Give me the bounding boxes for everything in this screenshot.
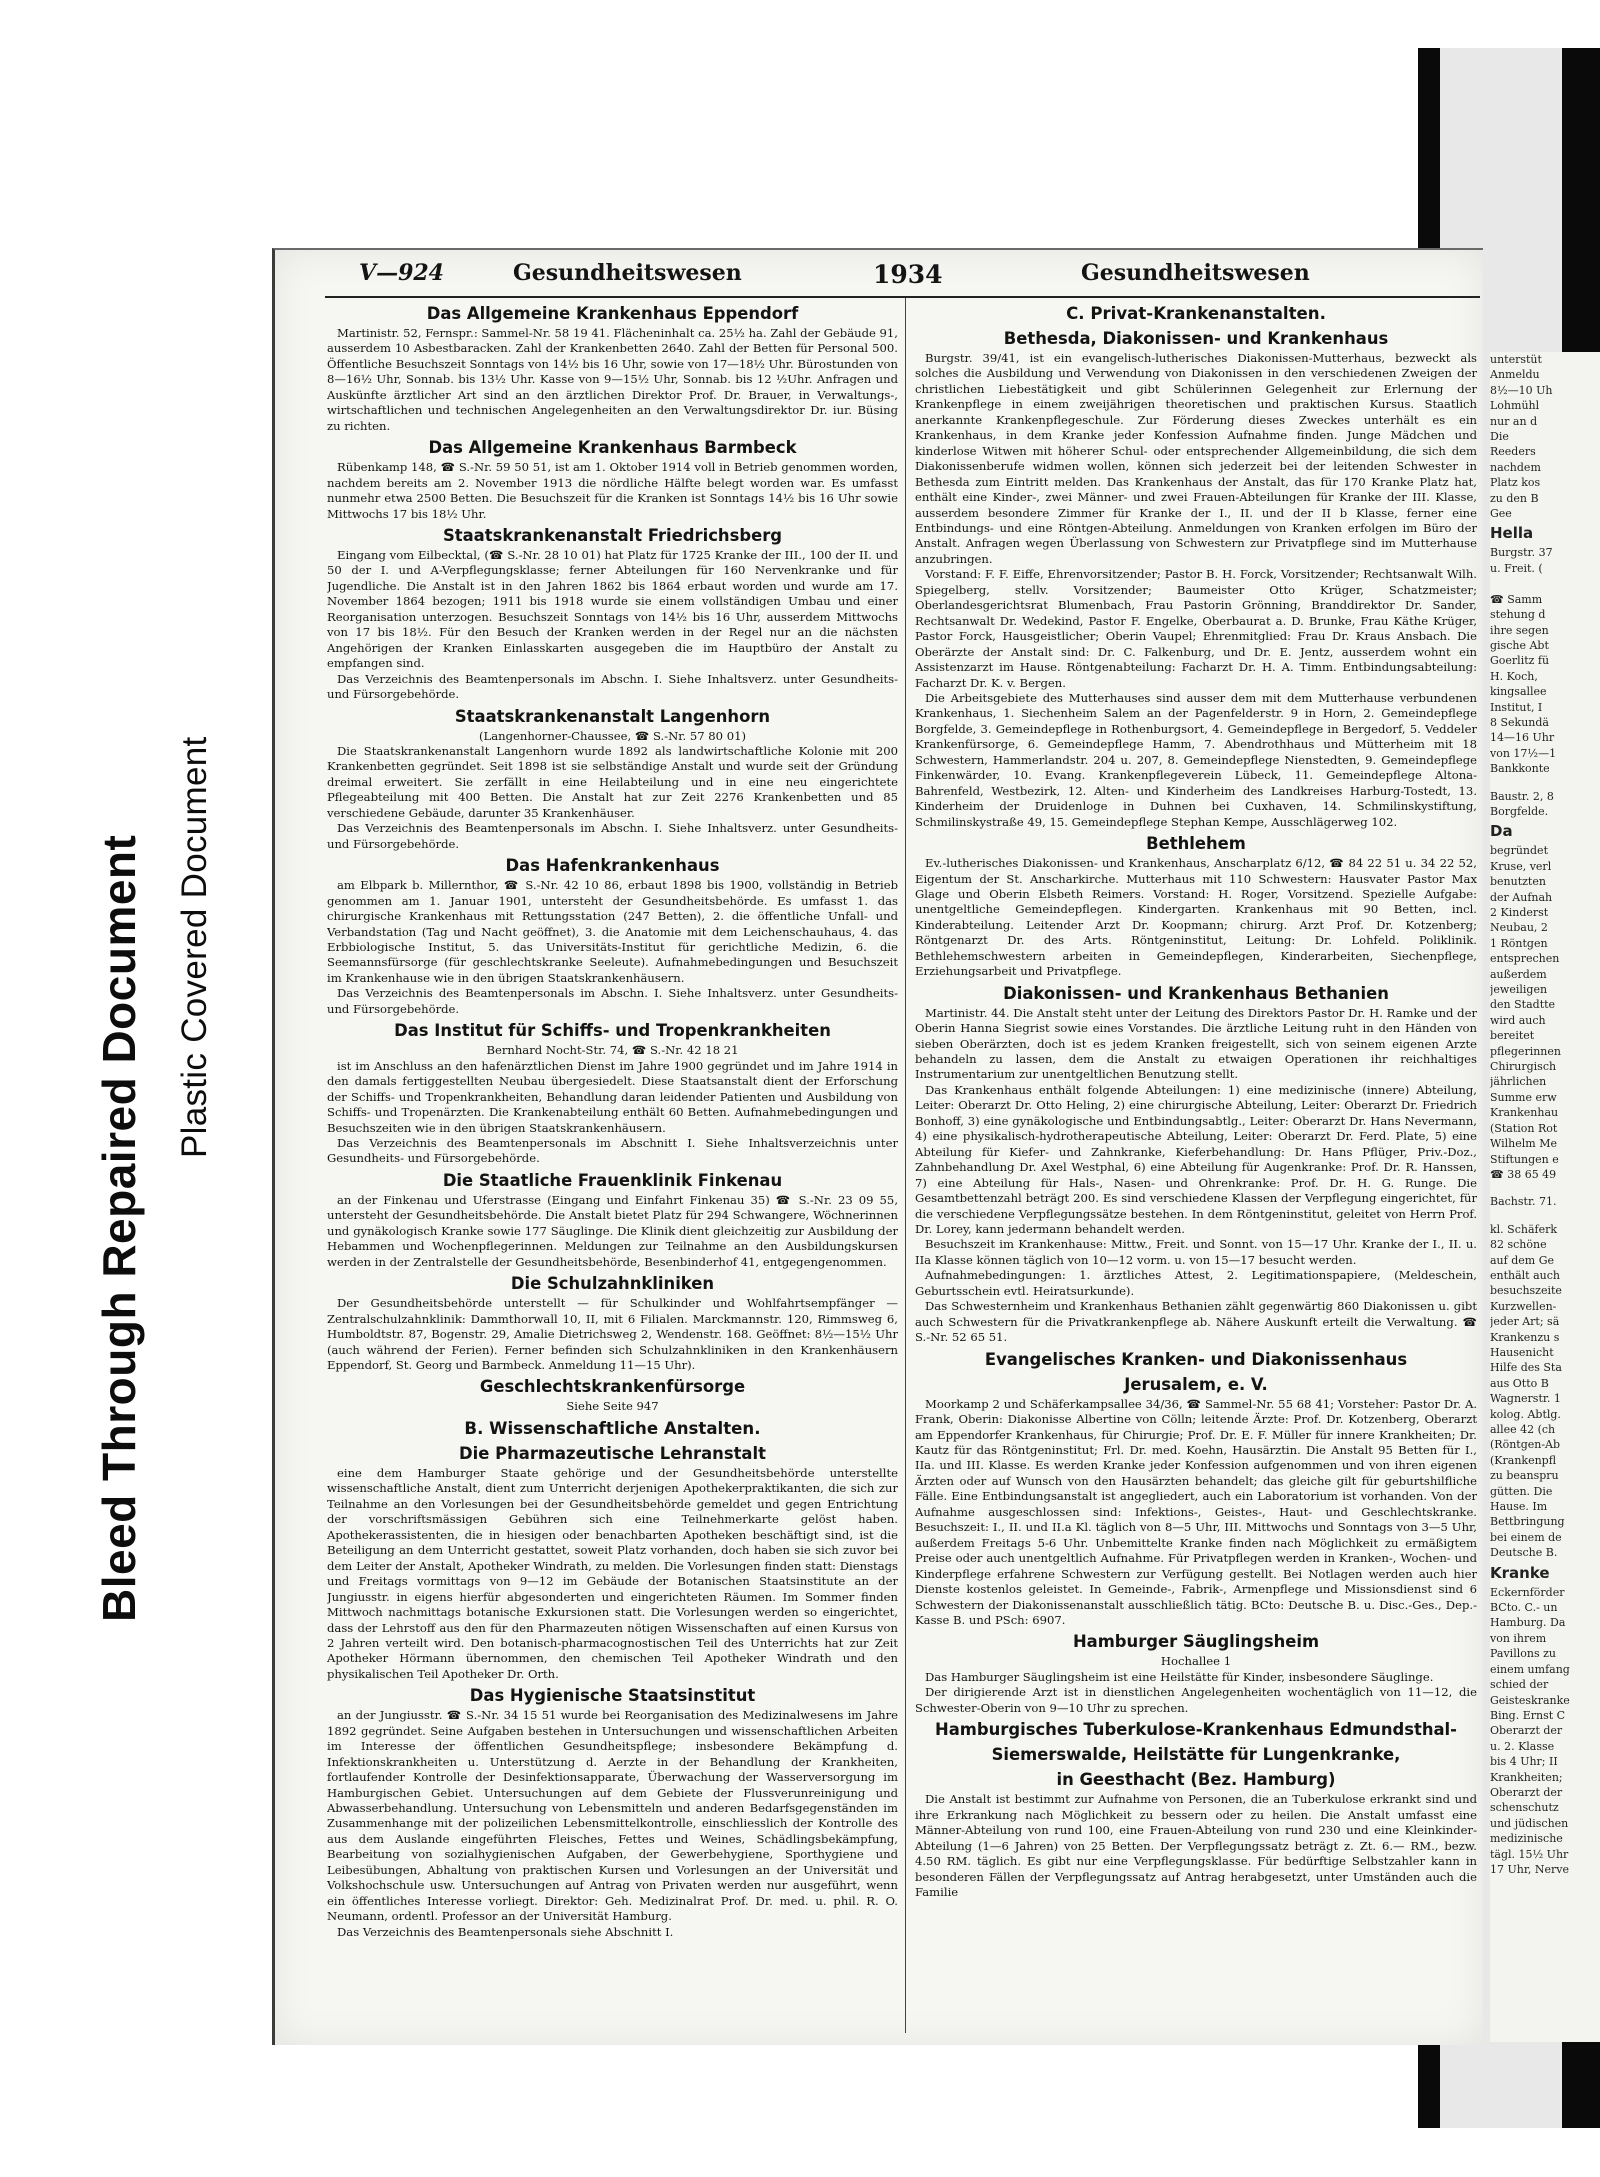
section-text: Moorkamp 2 und Schäferkampsallee 34/36, ☎ Sammel-Nr. 55 68 41; Vorsteher: Pastor Dr. A. Frank, Oberin: Diakonisse Albertine von Cölln; leitende Ärzte: Prof. Dr. Kotzenberg, Oberarzt am Eppendorfer Krankenhaus, für Chirurgie; Prof. Dr. E. F. Müller für innere Krankheiten; Dr. Kautz für das Röntgeninstitut; Frl. Dr. med. Koehn, Hausärztin. Die Anstalt 95 Betten für I., IIa. und III. Klasse. Es werden Kranke jeder Konfession aufgenommen und von ihren eigenen Ärzten oder auf Wunsch von den Hausärzten behandelt; das gleiche gilt für geburtshilfliche Fälle. Eine Entbindungsanstalt ist angegliedert, auch ein Laboratorium ist vorhanden. Von der Aufnahme ausgeschlossen sind: Infektions-, Geistes-, Haut- und Geschlechtskranke. Besuchszeit: I., II. und II.a Kl. täglich von 8—5 Uhr, III. Mittwochs und Sonntags von 3—5 Uhr, außerdem Freitags 5-6 Uhr. Unbemittelte Kranke finden nach Möglichkeit zu ermäßigtem Preise oder auch unentgeltlich Aufnahme. Für Privatpflegen werden in Kranken-, Wochen- und Kinderpflege erfahrene Schwestern zur Verfügung gestellt. Bei Notlagen werden auch hier Dienste kostenlos geleistet. In Gemeinde-, Fabrik-, Armenpflege und Missionsdienst sind 6 Schwestern der Diakonissenanstalt ausschließlich tätig. BCto: Deutsche B. u. Disc.-Ges., Dep.-Kasse B. und PSch: 6907. — [915, 1396, 1477, 1627]
running-title-right: Gesundheitswesen — [1081, 260, 1310, 286]
section-work-areas: Die Arbeitsgebiete des Mutterhauses sind ausser dem mit dem Mutterhause verbundenen Krankenhaus, 1. Siechenheim Salem an der Pagenfelderstr. 9 in Horn, 2. Gemeindepflege Borgfelde, 3. Gemeindepflege in Rothenburgsort, 4. Gemeindepflege in Bergedorf, 5. Veddeler Krankenfürsorge, 6. Gemeindepflege Hamm, 7. Abendrothhaus und Mütterheim mit 18 Schwestern, Hammerlandstr. 204 u. 207, 8. Gemeindepflege Nienstedten, 9. Gemeindepflege Finkenwärder, 10. Evang. Krankenpflegeverein Lübeck, 11. Gemeindepflege Altona-Bahrenfeld, Westbezirk, 12. Alten- und Kinderheim des Landkreises Harburg-Tostedt, 13. Kinderheim der Druidenloge in Duhnen bei Cuxhaven, 14. Schmilinskystiftung, Schmilinskystraße 49, 15. Gemeindepflege Stephan Kempe, Ausschlägerweg 102. — [915, 690, 1477, 829]
strip-line: kingsallee — [1490, 685, 1547, 699]
strip-line: Die — [1490, 430, 1509, 444]
strip-line: Krankenhau — [1490, 1106, 1559, 1120]
section-subtitle: Siehe Seite 947 — [566, 1399, 659, 1414]
section-title: Das Allgemeine Krankenhaus Barmbeck — [428, 438, 797, 458]
section-title: Staatskrankenanstalt Friedrichsberg — [442, 525, 783, 545]
strip-line: und jüdischen — [1490, 1816, 1569, 1830]
section-eppendorf — [327, 302, 898, 434]
section-langenhorn — [327, 705, 898, 853]
section-note: Das Verzeichnis des Beamtenpersonals im Abschn. I. Siehe Inhaltsverz. unter Gesundheits- und Fürsorgebehörde. — [327, 671, 898, 702]
section-hafenkrankenhaus — [327, 854, 898, 1017]
strip-line: Lohmühl — [1490, 399, 1540, 413]
strip-block — [1490, 1194, 1600, 1209]
strip-line: Pavillons zu — [1490, 1647, 1556, 1661]
strip-line: Kruse, verl — [1490, 859, 1552, 873]
section-title-line3: in Geesthacht (Bez. Hamburg) — [1056, 1770, 1336, 1790]
strip-line: Burgstr. 37 — [1490, 546, 1553, 560]
strip-line: unterstüt — [1490, 353, 1542, 366]
section-subtitle: Hochallee 1 — [1160, 1654, 1232, 1669]
section-hygienisches-staatsinstitut — [327, 1684, 898, 1940]
section-text: an der Jungiusstr. ☎ S.-Nr. 34 15 51 wurde bei Reorganisation des Medizinalwesens im Jahre 1892 gegründet. Seine Aufgaben bestehen in Untersuchungen und wissenschaftlichen Arbeiten im Interesse der öffentlichen Gesundheitspflege; insbesondere Bekämpfung d. Infektionskrankheiten u. Unterstützung d. Aerzte in der Behandlung der Krankheiten, fortlaufender Kontrolle der Desinfektionsapparate, Überwachung der Wasserversorgung im Hamburgischen Gebiet. Untersuchungen auf dem Gebiete der Flussverunreinigung und Abwasserbehandlung. Untersuchung von Lebensmitteln und anderen Bedarfsgegenständen im Zusammenhange mit der polizeilichen Lebensmittelkontrolle, einschliesslich der Kontrolle des aus dem Auslande eingeführten Fleisches, Fettes und Weines, Schädlingsbekämpfung, Bearbeitung von sozialhygienischen Aufgaben, der Gewerbehygiene, Sporthygiene und Leibesübungen, Abhaltung von praktischen Kursen und Vorlesungen an der Universität und Volkshochschule usw. Untersuchungen auf Antrag von Privaten werden nur ausgeführt, wenn ein öffentliches Interesse vorliegt. Direktor: Geh. Medizinalrat Prof. Dr. med. u. phil. R. O. Neumann, ordentl. Professor an der Universität Hamburg. — [327, 1708, 898, 1924]
strip-line: BCto. C.- un — [1490, 1601, 1558, 1615]
strip-line: entsprechen — [1490, 952, 1560, 966]
strip-line: Anmeldu — [1490, 368, 1540, 382]
section-note: Das Verzeichnis des Beamtenpersonals siehe Abschnitt I. — [337, 1924, 674, 1939]
section-text: Burgstr. 39/41, ist ein evangelisch-lutherisches Diakonissen-Mutterhaus, bezweckt als solches die Ausbildung und Verwendung von Diakonissen in den verschiedenen Zweigen der christlichen Liebestätigkeit und gibt Schülerinnen Gelegenheit zur Erlernung der Krankenpflege in einem zweijährigen theoretischen und praktischen Kursus. Staatlich anerkannte Krankenpflegeschule. Zur Förderung dieses Zweckes unterhält es ein Krankenhaus, in dem Kranke jeder Konfession Aufnahme finden. Junge Mädchen und kinderlose Witwen mit höherer Schul- oder entsprechender Allgemeinbildung, die sich dem Diakonissenberufe widmen wollen, können sich jederzeit bei der leitenden Schwester in Bethesda zum Eintritt melden. Das Krankenhaus der Anstalt, das für 170 Kranke Platz hat, enthält eine Kinder-, zwei Männer- und zwei Frauen-Abteilungen für Kranke der III. Klasse, ausserdem besondere Zimmer für Kranke der I., II. und der II b Klasse, ferner eine Entbindungs- und eine Röntgen-Abteilung. Anmeldungen von Kranken erfolgen im Büro der Anstalt. Anfragen wegen Überlassung von Schwestern zur Privatpflege sind im Mutterhause anzubringen. — [915, 351, 1477, 566]
section-text: eine dem Hamburger Staate gehörige und der Gesundheitsbehörde unterstellte wissenschaftliche Anstalt, dient zum Unterricht derjenigen Apothekerpraktikanten, die sich zur Teilnahme an den Vorlesungen bei der Gesundheitsbehörde gemeldet und gegen Entrichtung der vorschriftsmässigen Gebühren sich eine Teilnehmerkarte gelöst haben. Apothekerassistenten, die in hiesigen oder benachbarten Apotheken beschäftigt sind, ist die Beteiligung an dem Unterricht gestattet, soweit Platz vorhanden, doch haben sie sich zuvor bei dem Leiter der Anstalt, Apotheker Windrath, zu melden. Die Vorlesungen finden statt: Dienstags und Freitags vormittags von 9—12 im Gebäude der Botanischen Staatsinstitute an der Jungiusstr. in eigens hierfür abgesonderten und eingerichteten Räumen. Im Sommer finden Mittwoch nachmittags botanische Exkursionen statt. Die Vorlesungen werden so eingerichtet, dass der Lehrstoff aus den für den Pharmazeuten nötigen Wissenschaften auf einen Kursus von 2 Jahren verteilt wird. Den botanisch-pharmacognostischen Teil des Unterrichts hat zur Zeit Apotheker Hörmann übernommen, den chemischen Teil Apotheker Windrath und den physikalischen Teil Apotheker Dr. Orth. — [327, 1465, 898, 1681]
section-geschlechtskrankenfuersorge — [327, 1375, 898, 1415]
strip-line: 14—16 Uhr — [1490, 731, 1555, 745]
strip-line: Geisteskranke — [1490, 1693, 1570, 1707]
section-note: Das Verzeichnis des Beamtenpersonals im Abschnitt I. Siehe Inhaltsverzeichnis unter Gesundheits- und Fürsorgebehörde. — [327, 1136, 898, 1166]
strip-line: nachdem — [1490, 460, 1541, 474]
strip-line: auf dem Ge — [1490, 1253, 1554, 1267]
strip-line: u. Freit. ( — [1490, 561, 1543, 575]
strip-block — [1490, 843, 1600, 1182]
strip-block — [1490, 1585, 1600, 1878]
strip-line: 8 Sekundä — [1490, 715, 1549, 729]
strip-line: pflegerinnen — [1490, 1044, 1561, 1058]
strip-line: (Krankenpfl — [1490, 1453, 1557, 1467]
section-tropeninstitut — [327, 1019, 898, 1167]
strip-line: Baustr. 2, 8 — [1490, 789, 1554, 803]
section-text: an der Finkenau und Uferstrasse (Eingang und Einfahrt Finkenau 35) ☎ S.-Nr. 23 09 55, untersteht der Gesundheitsbehörde. Die Anstalt bietet Platz für 294 Schwangere, Wöchnerinnen und gynäkologisch Kranke sowie 177 Säuglinge. Die Klinik dient gleichzeitig zur Ausbildung der Hebammen und Wochenpflegerinnen. Meldungen zur Teilnahme an den Ausbildungskursen werden in der Zentralstelle der Gesundheitsbehörde, Besenbinderhof 41, entgegengenommen. — [327, 1192, 898, 1269]
section-title: Das Institut für Schiffs- und Tropenkrankheiten — [394, 1021, 831, 1041]
strip-line: Bing. Ernst C — [1490, 1708, 1566, 1722]
strip-line: kolog. Abtlg. — [1490, 1407, 1561, 1421]
section-text: Rübenkamp 148, ☎ S.-Nr. 59 50 51, ist am 1. Oktober 1914 voll in Betrieb genommen worden, nachdem bereits am 2. November 1913 die nördliche Hälfte belegt worden war. Es umfasst nunmehr etwa 2500 Betten. Die Besuchszeit für die Kranken ist Sonntags 14½ bis 16 Uhr sowie Mittwochs 17 bis 18½ Uhr. — [327, 460, 898, 521]
section-text: Martinistr. 52, Fernspr.: Sammel-Nr. 58 19 41. Flächeninhalt ca. 25½ ha. Zahl der Gebäude 91, ausserdem 10 Asbestbaracken. Zahl der Krankenbetten 2640. Zahl der Betten für Personal 500. Öffentliche Besuchszeit Sonntags von 14½ bis 16 Uhr, sowie von 17—18½ Uhr. Bürostunden von 8—16½ Uhr, Sonnab. bis 13½ Uhr. Kasse von 9—15½ Uhr, Sonnab. bis 12 ½Uhr. Anfragen und Auskünfte ärztlicher Art sind an den ärztlichen Direktor Prof. Dr. Brauer, in Verwaltungs-, wirtschaftlichen und technischen Angelegenheiten an den Verwaltungsdirektor Dr. iur. Büsing zu richten. — [327, 326, 898, 433]
strip-line: tägl. 15½ Uhr — [1490, 1847, 1569, 1861]
strip-line: ihre segen — [1490, 623, 1549, 637]
strip-line: Wagnerstr. 1 — [1490, 1392, 1561, 1406]
strip-block — [1490, 1222, 1600, 1561]
strip-block — [1490, 352, 1600, 521]
strip-title: Kranke — [1490, 1563, 1550, 1582]
section-edmundsthal — [915, 1718, 1477, 1900]
strip-line: Kurzwellen- — [1490, 1299, 1557, 1313]
section-departments: Das Krankenhaus enthält folgende Abteilungen: 1) eine medizinische (innere) Abteilung, Leiter: Oberarzt Dr. Otto Heling, 2) eine chirurgische Abteilung, Leiter: Oberarzt Dr. Friedrich Bonhoff, 3) eine gynäkologische und Entbindungsabtlg., Leiter: Oberarzt Dr. Hans Nevermann, 4) eine physikalisch-hydrotherapeutische Abteilung, Leiter: Oberarzt Dr. Ferd. Plate, 5) eine Abteilung für Kiefer- und Zahnkranke, Kieferbehandlung: Dr. Hans Pflüger, Priv.-Doz., Zahnbehandlung Dr. Axel Westphal, 6) eine Abteilung für Augenkranke: Prof. Dr. R. Hanssen, 7) eine Abteilung für Hals-, Nasen- und Ohrenkranke: Prof. Dr. H. G. Runge. Die Gesamtbettenzahl beträgt 200. Es sind verschiedene Klassen der Verpflegung eingerichtet, für die verschiedene Verpflegungssätze bestehen. In dem Röntgeninstitut, geleitet von Herrn Prof. Dr. Lorey, kann jedermann behandelt werden. — [915, 1082, 1477, 1237]
strip-line: zu beanspru — [1490, 1469, 1559, 1483]
strip-line: medizinische — [1490, 1832, 1563, 1846]
strip-line: begründet — [1490, 844, 1548, 858]
strip-block — [1490, 789, 1600, 820]
strip-line: Hause. Im — [1490, 1500, 1548, 1514]
strip-line: Gee — [1490, 507, 1512, 521]
section-title: Die Staatliche Frauenklinik Finkenau — [442, 1170, 783, 1190]
strip-line: 8½—10 Uh — [1490, 383, 1553, 397]
running-title-left: Gesundheitswesen — [513, 260, 742, 286]
strip-line: Eckernförder — [1490, 1585, 1565, 1599]
document-page — [272, 248, 1483, 2045]
page-header — [275, 256, 1483, 294]
strip-line: Chirurgisch — [1490, 1060, 1557, 1074]
column-divider — [905, 298, 906, 2033]
section-bethanien — [915, 982, 1477, 1346]
header-rule — [325, 296, 1480, 298]
section-barmbeck — [327, 436, 898, 522]
section-admission: Aufnahmebedingungen: 1. ärztliches Attest, 2. Legitimationspapiere, (Meldeschein, Geburtsschein evtl. Heiratsurkunde). — [915, 1268, 1477, 1298]
section-board: Vorstand: F. F. Eiffe, Ehrenvorsitzender; Pastor B. H. Forck, Vorsitzender; Rechtsanwalt Wilh. Spiegelberg, stellv. Vorsitzender; Baumeister Otto Krüger, Schatzmeister; Oberlandesgerichtsrat Blumenbach, Frau Pastorin Grönning, Branddirektor Dr. Sander, Rechtsanwalt Dr. Wedekind, Pastor F. Engelke, Oberbaurat a. D. Brunke, Frau Käthe Krüger, Pastor Forck, Hausgeistlicher; Oberin Vaupel; Ehrenmitglied: Frau Dr. Kraus Ansbach. Die Oberärzte der Anstalt sind: Dr. C. Falkenburg, und Dr. E. Jentz, ausserdem wohnt ein Assistenzarzt im Hause. Röntgenabteilung: Facharzt Dr. H. A. Timm. Entbindungsabteilung: Facharzt Dr. K. v. Bergen. — [915, 567, 1477, 690]
section-text: Die Staatskrankenanstalt Langenhorn wurde 1892 als landwirtschaftliche Kolonie mit 200 Krankenbetten gegründet. Seit 1898 ist sie selbständige Anstalt und wurde seit der Gründung dreimal erweitert. Sie zerfällt in eine Heilabteilung und in eine neu eingerichtete Pflegeabteilung mit 400 Betten. Die Anstalt hat zur Zeit 2276 Krankenbetten und 85 verschiedene Gebäude, darunter 35 Krankenhäuser. — [327, 744, 898, 820]
section-text: Der Gesundheitsbehörde unterstellt — für Schulkinder und Wohlfahrtsempfänger — Zentralschulzahnklinik: Dammthorwall 10, II, mit 6 Filialen. Marckmannstr. 120, Rimmsweg 6, Humboldtstr. 87, Bogenstr. 29, Amalie Dietrichsweg 2, Wendenstr. 168. Geöffnet: 8½—15½ Uhr (auch während der Ferien). Ferner befinden sich Schulzahnkliniken in den Krankenhäusern Eppendorf, St. Georg und Barmbeck. Anmeldung 11—15 Uhr). — [327, 1296, 898, 1373]
strip-line: Bettbringung — [1490, 1515, 1565, 1529]
year-label: 1934 — [873, 260, 943, 289]
strip-line: schenschutz — [1490, 1801, 1559, 1815]
strip-line: ☎ 38 65 49 — [1490, 1167, 1557, 1181]
strip-line: gische Abt — [1490, 638, 1549, 652]
strip-line: den Stadtte — [1490, 998, 1556, 1012]
section-bethlehem — [915, 832, 1477, 980]
strip-line: besuchszeite — [1490, 1284, 1562, 1298]
strip-line: (Röntgen-Ab — [1490, 1438, 1561, 1452]
section-title: Evangelisches Kranken- und Diakonissenhaus — [984, 1349, 1408, 1369]
part-title: B. Wissenschaftliche Anstalten. — [464, 1418, 761, 1438]
strip-line: zu den B — [1490, 491, 1539, 505]
side-label-plastic-covered: Plastic Covered Document — [175, 736, 214, 1158]
section-text: Ev.-lutherisches Diakonissen- und Krankenhaus, Anscharplatz 6/12, ☎ 84 22 51 u. 34 22 52, Eigentum der St. Anscharkirche. Mutterhaus mit 110 Schwestern: Hausvater Pastor Max Glage und Oberin Elsbeth Reimers. Vorstand: H. Roger, Vorsitzend. Spezielle Aufgabe: unentgeltliche Gemeindepflegen. Kindergarten. Krankenhaus mit 90 Betten, incl. Kinderabteilung. Leitender Arzt Dr. Koopmann; chirurg. Arzt Prof. Dr. Kotzenberg; Röntgenarzt Dr. des Arts. Röntgeninstitut, Leitung: Dr. Lohfeld. Poliklinik. Bethlehemschwestern arbeiten in Gemeindepflegen, Kinderarbeiten, Siechenpflege, Erziehungsarbeit und Privatpflege. — [915, 856, 1477, 979]
strip-line: Hamburg. Da — [1490, 1616, 1566, 1630]
right-column — [915, 300, 1477, 1900]
strip-title: Da — [1490, 822, 1513, 841]
strip-line: jährlichen — [1490, 1075, 1547, 1089]
left-column — [327, 300, 898, 1940]
section-text: Die Anstalt ist bestimmt zur Aufnahme von Personen, die an Tuberkulose erkrankt sind und ihre Erkrankung nach Möglichkeit zu bessern oder zu heilen. Die Anstalt umfasst eine Männer-Abteilung von rund 100, eine Frauen-Abteilung von rund 230 und eine Kleinkinder-Abteilung (1—6 Jahren) von 25 Betten. Der Verpflegungssatz beträgt z. Zt. 6.— RM., bezw. 4.50 RM. täglich. Es gibt nur eine Verpflegungsklasse. Für bedürftige Selbstzahler kann in besonderen Fällen der Verpflegungssatz auf Antrag herabgesetzt, unter Umständen auch die Familie — [915, 1792, 1477, 1900]
strip-line: u. 2. Klasse — [1490, 1739, 1555, 1753]
strip-line: jeder Art; sä — [1490, 1315, 1560, 1329]
section-title: Hamburger Säuglingsheim — [1072, 1632, 1320, 1652]
strip-line: bis 4 Uhr; II — [1490, 1755, 1558, 1769]
strip-line: Reeders — [1490, 445, 1536, 459]
section-title: Das Hafenkrankenhaus — [505, 856, 720, 876]
section-title: Diakonissen- und Krankenhaus Bethanien — [1003, 983, 1389, 1003]
page-number: V—924 — [359, 260, 444, 286]
section-text: Martinistr. 44. Die Anstalt steht unter der Leitung des Direktors Pastor Dr. H. Ramke und der Oberin Hanna Siegrist sowie eines Vorstandes. Die ärztliche Leitung ruht in den Händen von sieben Oberärzten, doch ist es jedem Kranken freigestellt, sich von seinem eigenen Arzte behandeln zu lassen, dem die Anstalt zu etwaigen Operationen ihr reichhaltiges Instrumentarium zur unentgeltlichen Benutzung stellt. — [915, 1005, 1477, 1082]
section-title-line2: Siemerswalde, Heilstätte für Lungenkranke, — [991, 1745, 1401, 1765]
strip-line: kl. Schäferk — [1490, 1222, 1558, 1236]
strip-line: 17 Uhr, Nerve — [1490, 1862, 1570, 1876]
strip-line: Summe erw — [1490, 1090, 1557, 1104]
section-text: Das Hamburger Säuglingsheim ist eine Heilstätte für Kinder, insbesondere Säuglinge. — [925, 1669, 1434, 1684]
strip-line: von 17½—1 — [1490, 746, 1557, 760]
section-title: Staatskrankenanstalt Langenhorn — [454, 706, 771, 726]
strip-line: wird auch — [1490, 1013, 1546, 1027]
strip-title: Hella — [1490, 524, 1534, 543]
strip-line: stehung d — [1490, 608, 1546, 622]
strip-line: gütten. Die — [1490, 1484, 1553, 1498]
section-schulzahnkliniken — [327, 1272, 898, 1373]
strip-line: Hausenicht — [1490, 1345, 1554, 1359]
section-text: am Elbpark b. Millernthor, ☎ S.-Nr. 42 10 86, erbaut 1898 bis 1900, vollständig in Betrieb genommen am 1. Januar 1901, untersteht der Gesundheitsbehörde. Es umfasst 1. das chirurgische Krankenhaus mit Rettungsstation (247 Betten), 2. die öffentliche Unfall- und Verbandstation (Tag und Nacht geöffnet), 3. die Anatomie mit dem Leichenschauhaus, 4. das Erbbiologische Institut, 5. das Universitäts-Institut für gerichtliche Medizin, 6. die Seemannsfürsorge (für geschlechtskranke Seeleute). Aufnahmebedingungen und Besuchszeit im Krankenhause wie in den übrigen Staatskrankenhäusern. — [327, 878, 898, 985]
adjacent-page-strip — [1490, 352, 1600, 2042]
strip-line: bei einem de — [1490, 1530, 1562, 1544]
strip-line — [1490, 576, 1600, 591]
section-bethesda — [915, 302, 1477, 830]
part-title: C. Privat-Krankenanstalten. — [1066, 304, 1326, 323]
strip-line: (Station Rot — [1490, 1121, 1558, 1135]
section-title: Bethlehem — [1146, 834, 1246, 854]
section-frauenklinik — [327, 1169, 898, 1270]
strip-line: Stiftungen e — [1490, 1152, 1559, 1166]
strip-line: allee 42 (ch — [1490, 1423, 1556, 1436]
strip-line: Bankkonte — [1490, 762, 1550, 776]
section-note: Das Verzeichnis des Beamtenpersonals im Abschn. I. Siehe Inhaltsverz. unter Gesundheits- und Fürsorgebehörde. — [327, 986, 898, 1016]
section-title: Die Pharmazeutische Lehranstalt — [459, 1443, 766, 1463]
strip-line: Oberarzt der — [1490, 1785, 1563, 1799]
section-jerusalem — [915, 1348, 1477, 1629]
section-title-line2: Jerusalem, e. V. — [1124, 1374, 1268, 1394]
strip-block — [1490, 545, 1600, 776]
section-title: Geschlechtskrankenfürsorge — [479, 1377, 746, 1397]
strip-line: Platz kos — [1490, 476, 1541, 490]
strip-line: der Aufnah — [1490, 890, 1553, 904]
strip-line: Krankenzu s — [1490, 1330, 1560, 1344]
section-saeuglingsheim — [915, 1630, 1477, 1716]
strip-line: 2 Kinderst — [1490, 906, 1549, 919]
strip-line: ☎ Samm — [1490, 592, 1543, 606]
section-pharmazeutische-lehranstalt — [327, 1417, 898, 1682]
section-note: Der dirigierende Arzt ist in dienstlichen Angelegenheiten wochentäglich von 11—12, die Schwester-Oberin von 9—10 Uhr zu sprechen. — [915, 1685, 1477, 1715]
strip-line: Goerlitz fü — [1490, 654, 1550, 668]
section-nurses: Das Schwesternheim und Krankenhaus Bethanien zählt gegenwärtig 860 Diakonissen u. gibt auch Schwestern für die Privatkrankenpflege ab. Nähere Auskunft erteilt die Verwaltung. ☎ S.-Nr. 52 65 51. — [915, 1299, 1477, 1345]
strip-line: bereitet — [1490, 1029, 1535, 1043]
strip-line: schied der — [1490, 1678, 1549, 1692]
strip-line: Wilhelm Me — [1490, 1137, 1557, 1151]
section-visiting-hours: Besuchszeit im Krankenhause: Mittw., Freit. und Sonnt. von 15—17 Uhr. Kranke der I., II. u. IIa Klasse können täglich von 10—12 vorm. u. von 15—17 besucht werden. — [915, 1237, 1477, 1267]
strip-line: 82 schöne — [1490, 1238, 1547, 1252]
section-title: Das Allgemeine Krankenhaus Eppendorf — [426, 304, 799, 323]
strip-line: Krankheiten; — [1490, 1770, 1563, 1784]
strip-line: 1 Röntgen — [1490, 936, 1548, 950]
section-subtitle: (Langenhorner-Chaussee, ☎ S.-Nr. 57 80 01) — [478, 728, 747, 743]
strip-line: H. Koch, — [1490, 669, 1538, 683]
section-note: Das Verzeichnis des Beamtenpersonals im Abschn. I. Siehe Inhaltsverz. unter Gesundheits- und Fürsorgebehörde. — [327, 821, 898, 851]
strip-line: jeweiligen — [1490, 983, 1548, 997]
strip-line: enthält auch — [1490, 1268, 1560, 1282]
strip-line: benutzten — [1490, 875, 1546, 889]
strip-line: Hilfe des Sta — [1490, 1361, 1562, 1375]
section-text: ist im Anschluss an den hafenärztlichen Dienst im Jahre 1900 gegründet und im Jahre 1914 in den damals fertiggestellten Neubau übergesiedelt. Diese Staatsanstalt dient der Erforschung der Schiffs- und Tropenkrankheiten, Behandlung daran leidender Patienten und Ausbildung von Schiffs- und Tropenärzten. Die Krankenabteilung enthält 60 Betten. Aufnahmebedingungen und Besuchszeiten wie in den übrigen Staatskrankenhäusern. — [327, 1058, 898, 1135]
section-title: Die Schulzahnkliniken — [510, 1274, 715, 1294]
strip-line: aus Otto B — [1490, 1376, 1549, 1390]
section-title: Hamburgisches Tuberkulose-Krankenhaus Edmundsthal- — [935, 1720, 1457, 1740]
section-friedrichsberg — [327, 524, 898, 703]
section-text: Eingang vom Eilbecktal, (☎ S.-Nr. 28 10 01) hat Platz für 1725 Kranke der III., 100 der II. und 50 der I. und A-Verpflegungsklasse; ferner Abteilungen für 160 Nervenkranke und für Jugendliche. Die Anstalt ist in den Jahren 1862 bis 1864 erbaut worden und wurde am 17. November 1864 bezogen; 1911 bis 1918 wurde sie einem vollständigen Umbau und einer Reorganisation unterzogen. Besuchszeit Sonntags von 14½ bis 16 Uhr, ausserdem Mittwochs von 17 bis 18½. Für den Besuch der Kranken werden in der Regel nur an die nächsten Angehörigen der Kranken Einlasskarten ausgegeben die im Hauptbüro der Anstalt zu empfangen sind. — [327, 547, 898, 671]
strip-line: einem umfang — [1490, 1662, 1570, 1676]
section-title: Das Hygienische Staatsinstitut — [469, 1686, 756, 1706]
strip-line: Neubau, 2 — [1490, 921, 1548, 935]
strip-line: Borgfelde. — [1490, 804, 1549, 818]
section-subtitle: Bernhard Nocht-Str. 74, ☎ S.-Nr. 42 18 21 — [486, 1043, 739, 1058]
strip-line: Oberarzt der — [1490, 1724, 1563, 1738]
strip-line: außerdem — [1490, 967, 1547, 981]
strip-line: Deutsche B. — [1490, 1546, 1558, 1560]
strip-line: Institut, I — [1490, 700, 1543, 714]
strip-line: nur an d — [1490, 414, 1538, 428]
side-label-bleed-through: Bleed Through Repaired Document — [93, 834, 145, 1622]
strip-line: Bachstr. 71. — [1490, 1195, 1557, 1209]
strip-line: von ihrem — [1490, 1631, 1547, 1645]
section-title: Bethesda, Diakonissen- und Krankenhaus — [1003, 329, 1389, 348]
